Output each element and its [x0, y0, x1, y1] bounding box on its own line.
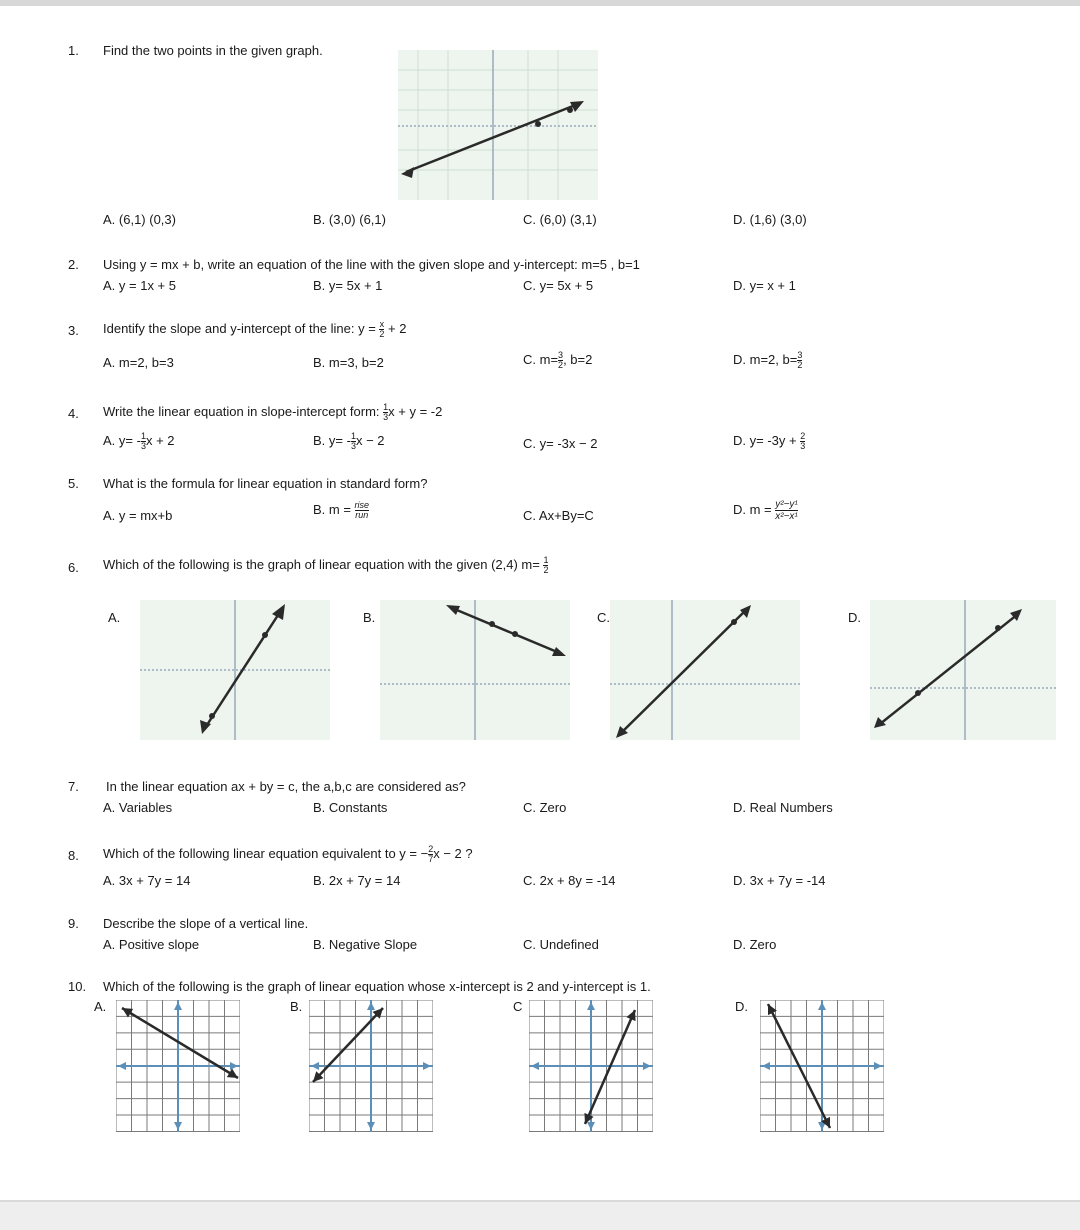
q1-choice-d: D. (1,6) (3,0): [733, 212, 807, 227]
q1-choice-a: A. (6,1) (0,3): [103, 212, 176, 227]
q5-choice-a: A. y = mx+b: [103, 508, 173, 523]
q5-number: 5.: [68, 476, 79, 491]
q10-label-d: D.: [735, 999, 748, 1014]
q6-graph-c: [610, 600, 800, 740]
q4-choice-a: A. y= - $\frac{1}{3}$ x + 2: [103, 431, 175, 451]
q2-choice-c: C. y= 5x + 5: [523, 278, 594, 293]
q9-number: 9.: [68, 916, 79, 931]
q2-number: 2.: [68, 257, 79, 272]
q8-number: 8.: [68, 848, 79, 863]
q4-choice-d: D. y= -3y + $\frac{2}{3}$: [733, 431, 806, 451]
q6-label-b: B.: [363, 610, 376, 625]
page-footer: [0, 1200, 1080, 1230]
q10-number: 10.: [68, 979, 87, 994]
q9-choice-a: A. Positive slope: [103, 937, 200, 952]
q7-choice-b: B. Constants: [313, 800, 388, 815]
q9-choice-c: C. Undefined: [523, 937, 599, 952]
q3-text: Identify the slope and y-intercept of the line: y = $\frac{x}{2}$ + 2: [103, 319, 407, 339]
q3-choice-b: B. m=3, b=2: [313, 355, 384, 370]
q2-choice-a: A. y = 1x + 5: [103, 278, 176, 293]
q6-label-d: D.: [848, 610, 861, 625]
q5-choice-c: C. Ax+By=C: [523, 508, 594, 523]
q8-text: Which of the following linear equation equivalent to y = − $\frac{2}{7}$ x − 2 ?: [103, 844, 473, 864]
q8-choice-a: A. 3x + 7y = 14: [103, 873, 191, 888]
q7-number: 7.: [68, 779, 79, 794]
q3-choice-a: A. m=2, b=3: [103, 355, 174, 370]
q10-graph-b: [309, 1000, 433, 1132]
q6-graph-a: [140, 600, 330, 740]
q5-text: What is the formula for linear equation in standard form?: [103, 476, 428, 491]
q6-label-c: C.: [597, 610, 610, 625]
q4-choice-b: B. y= - $\frac{1}{3}$ x − 2: [313, 431, 385, 451]
q1-number: 1.: [68, 43, 79, 58]
q10-text: Which of the following is the graph of linear equation whose x-intercept is 2 and y-intercept is 1.: [103, 979, 651, 994]
q1-choice-b: B. (3,0) (6,1): [313, 212, 386, 227]
q6-graph-d: [870, 600, 1056, 740]
q2-choice-b: B. y= 5x + 1: [313, 278, 383, 293]
q3-number: 3.: [68, 323, 79, 338]
q3-fraction: $\frac{x}{2}$: [379, 319, 385, 339]
q6-graph-b: [380, 600, 570, 740]
q6-number: 6.: [68, 560, 79, 575]
q10-label-b: B.: [290, 999, 303, 1014]
q1-text: Find the two points in the given graph.: [103, 43, 323, 58]
q8-choice-d: D. 3x + 7y = -14: [733, 873, 826, 888]
q8-choice-b: B. 2x + 7y = 14: [313, 873, 401, 888]
q8-choice-c: C. 2x + 8y = -14: [523, 873, 616, 888]
q5-choice-d: D. m = $\frac{\text{y²−y¹}}{\text{x²−x¹}}$: [733, 499, 798, 522]
q3-choice-c: C. m= $\frac{3}{2}$ , b=2: [523, 350, 593, 370]
q10-label-a: A.: [94, 999, 107, 1014]
q4-number: 4.: [68, 406, 79, 421]
q4-choice-c: C. y= -3x − 2: [523, 436, 598, 451]
q7-choice-c: C. Zero: [523, 800, 567, 815]
q4-text: Write the linear equation in slope-intercept form: $\frac{1}{3}$ x + y = -2: [103, 402, 443, 422]
q9-choice-b: B. Negative Slope: [313, 937, 418, 952]
q2-choice-d: D. y= x + 1: [733, 278, 796, 293]
q7-choice-d: D. Real Numbers: [733, 800, 833, 815]
q10-graph-a: [116, 1000, 240, 1132]
q9-choice-d: D. Zero: [733, 937, 777, 952]
q10-graph-d: [760, 1000, 884, 1132]
top-edge: [0, 0, 1080, 6]
q2-text: Using y = mx + b, write an equation of the line with the given slope and y-intercept: m=5 , b=1: [103, 257, 640, 272]
q1-graph: [398, 50, 598, 200]
q5-choice-b: B. m = $\frac{\text{rise}}{\text{run}}$: [313, 500, 370, 520]
q3-choice-d: D. m=2, b= $\frac{3}{2}$: [733, 350, 803, 370]
q10-label-c: C: [513, 999, 523, 1014]
q7-choice-a: A. Variables: [103, 800, 173, 815]
q10-graph-c: [529, 1000, 653, 1132]
q6-label-a: A.: [108, 610, 121, 625]
q7-text: In the linear equation ax + by = c, the a,b,c are considered as?: [106, 779, 466, 794]
q6-text: Which of the following is the graph of linear equation with the given (2,4) m= $\frac{1}{2}$: [103, 555, 549, 575]
q9-text: Describe the slope of a vertical line.: [103, 916, 309, 931]
q1-choice-c: C. (6,0) (3,1): [523, 212, 597, 227]
